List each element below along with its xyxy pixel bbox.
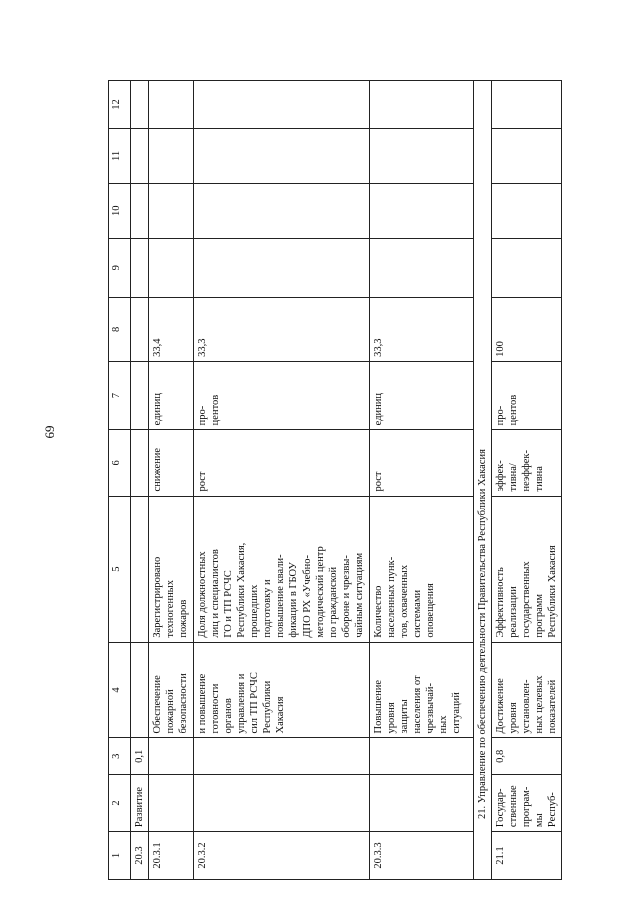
program-name-cell [369,775,473,832]
trend-text: эффек- тивна/ неэффек- тивна [494,449,545,492]
task-cell [369,642,473,738]
value-cell [369,297,473,361]
section-title: 21. Управление по обеспечению деятельности Правительства Республики Хакасия [473,81,491,880]
empty-cell [131,81,149,129]
task-cell [149,642,193,738]
empty-cell [149,129,193,184]
column-header: 11 [109,129,131,184]
unit-cell [193,361,369,429]
empty-cell [149,81,193,129]
column-header: 3 [109,738,131,775]
unit-text: единиц [372,392,384,426]
value-text: 33,3 [196,338,208,357]
empty-cell [491,183,562,238]
unit-cell [131,361,149,429]
program-name-cell: Развитие [131,775,149,832]
column-header: 2 [109,775,131,832]
table-row [193,81,369,880]
unit-cell [491,361,562,429]
program-name-cell [491,775,562,832]
trend-text: рост [372,471,384,492]
column-header: 9 [109,238,131,297]
trend-cell [131,430,149,496]
row-number-cell: 20.3 [131,832,149,880]
value-text: 33,3 [372,338,384,357]
indicator-cell [193,496,369,642]
empty-cell [131,238,149,297]
empty-cell [369,129,473,184]
empty-cell [193,81,369,129]
row-number-cell: 20.3.2 [193,832,369,880]
empty-cell [193,129,369,184]
empty-cell [369,238,473,297]
task-text: и повышение готовности органов управления и сил ТП РСЧС Республики Хакасия [196,672,287,734]
column-header: 4 [109,642,131,738]
table-row [491,81,562,880]
empty-cell [131,129,149,184]
indicator-text: Количество населенных пунк- тов, охваченных системами оповещения [372,556,436,638]
table-row [131,81,149,880]
weight-cell [369,738,473,775]
unit-text: про- центов [494,394,519,426]
column-header: 10 [109,183,131,238]
indicator-text: Эффективность реализации государственных программ Республики Хакасия [494,545,559,638]
empty-cell [491,81,562,129]
unit-cell [149,361,193,429]
indicators-table [108,80,562,880]
unit-cell [369,361,473,429]
indicator-cell [131,496,149,642]
indicator-cell [369,496,473,642]
value-cell [131,297,149,361]
empty-cell [491,238,562,297]
indicator-text: Зарегистрировано техногенных пожаров [152,556,190,638]
program-name-cell [149,775,193,832]
task-cell [491,642,562,738]
task-text: Достижение уровня установлен- ных целевых показателей [494,675,559,734]
table-row [369,81,473,880]
empty-cell [149,183,193,238]
page-number: 69 [42,425,57,439]
table-row [149,81,193,880]
program-name-cell [193,775,369,832]
empty-cell [131,183,149,238]
section-header-row [473,81,491,880]
empty-cell [193,183,369,238]
value-text: 33,4 [152,338,164,357]
trend-cell [369,430,473,496]
column-number-header-row [109,81,131,880]
unit-text: единиц [152,392,164,426]
task-text: Обеспечение пожарной безопасности [152,673,190,734]
empty-cell [193,238,369,297]
rotated-table-container [108,80,559,880]
column-header: 1 [109,832,131,880]
column-header: 12 [109,81,131,129]
value-cell [193,297,369,361]
trend-cell [149,430,193,496]
indicator-cell [149,496,193,642]
empty-cell [369,183,473,238]
task-text: Повышение уровня защиты населения от чрезвычай- ных ситуаций [372,675,463,734]
row-number-cell: 21.1 [491,832,562,880]
column-header: 8 [109,297,131,361]
value-cell [491,297,562,361]
weight-cell: 0,8 [491,738,562,775]
row-number-cell: 20.3.3 [369,832,473,880]
weight-cell: 0,1 [131,738,149,775]
value-text: 100 [494,341,506,357]
value-cell [149,297,193,361]
indicator-cell [491,496,562,642]
indicator-text: Доля должностных лиц и специалистов ГО и ТП РСЧС Республики Хакасия, прошедших подготовку и повышение квали- фикации в ГБОУ ДПО РХ «Учебно- методический центр по гражданской обороне и чрезвы- чайным ситуациям [196,542,365,638]
trend-cell [193,430,369,496]
empty-cell [149,238,193,297]
column-header: 6 [109,430,131,496]
column-header: 7 [109,361,131,429]
weight-cell [149,738,193,775]
program-name-text: Государ- ственные програм- мы Респуб- [494,785,559,828]
empty-cell [491,129,562,184]
unit-text: про- центов [196,394,221,426]
trend-text: рост [196,471,208,492]
task-cell [193,642,369,738]
task-cell [131,642,149,738]
trend-cell [491,430,562,496]
weight-cell [193,738,369,775]
trend-text: снижение [152,447,164,492]
row-number-cell: 20.3.1 [149,832,193,880]
empty-cell [369,81,473,129]
column-header: 5 [109,496,131,642]
